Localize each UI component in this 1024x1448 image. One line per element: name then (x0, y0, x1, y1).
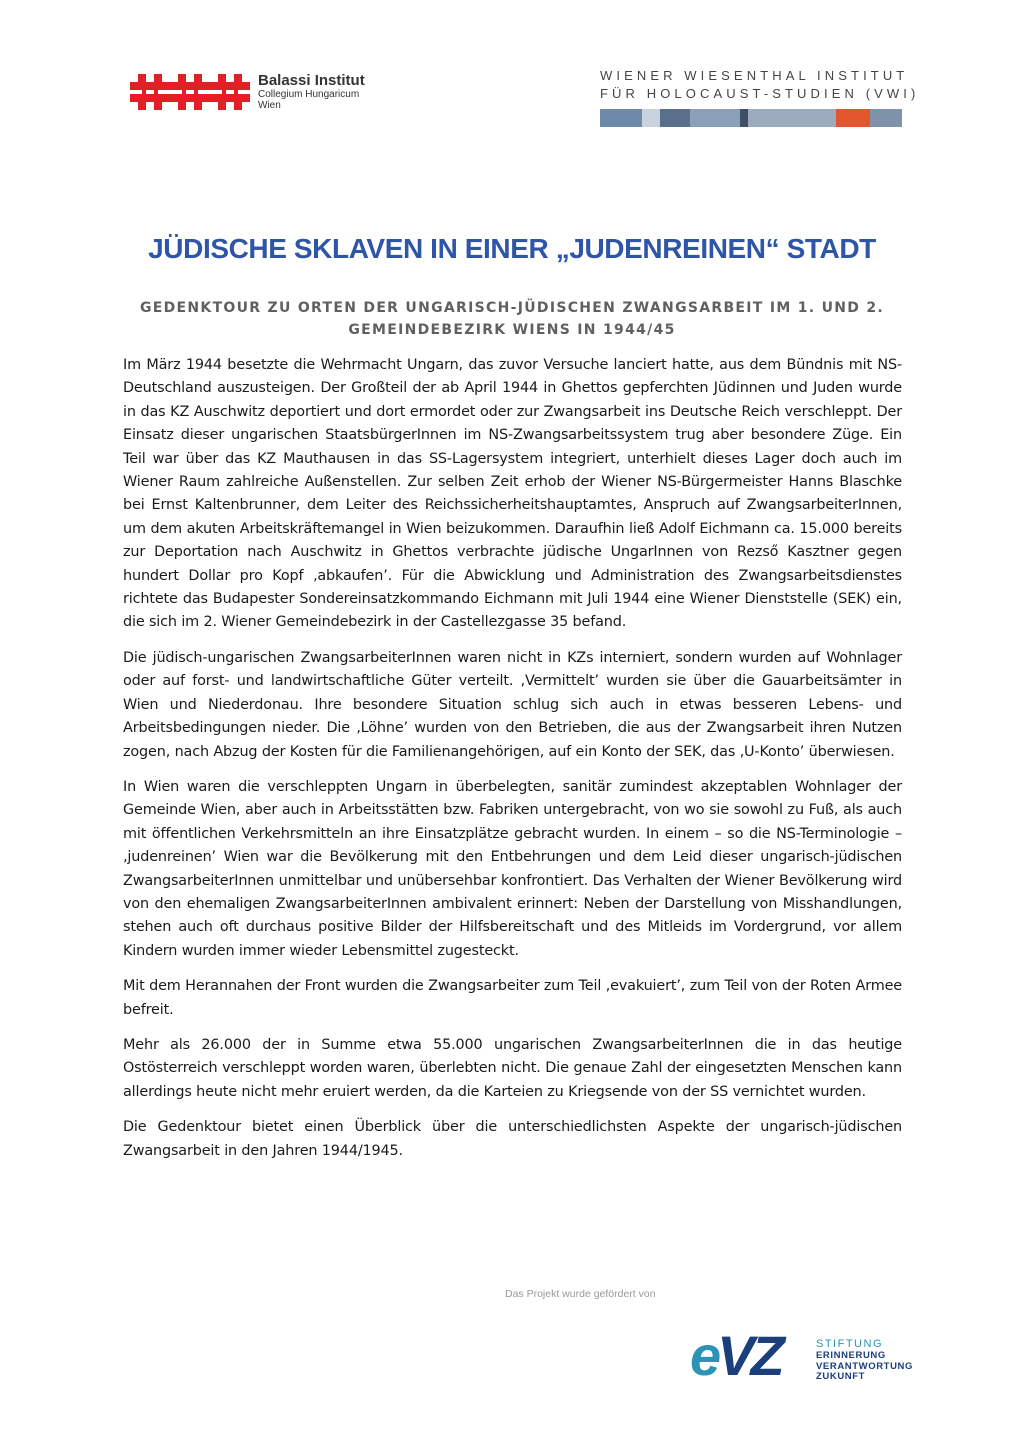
evz-wordmark (690, 1326, 781, 1386)
paragraph: Mit dem Herannahen der Front wurden die Zwangsarbeiter zum Teil ‚evakuiert’, zum Teil von der Roten Armee befreit. (123, 978, 902, 1018)
evz-logo (690, 1324, 913, 1387)
body-text (123, 354, 902, 1175)
vwi-bar-segment (600, 109, 642, 127)
evz-word-1: ERINNERUNG (816, 1350, 886, 1361)
paragraph: In Wien waren die verschleppten Ungarn in überbelegten, sanitär zumindest akzeptablen Wohnlager der Gemeinde Wien, aber auch in Arbeitsstätten bzw. Fabriken untergebracht, von wo sie sowohl zu Fuß, als auch mit öffentlichen Verkehrsmitteln an ihre Einsatzplätze gebracht wurden. In einem – so die NS-Terminologie – ‚judenreinen’ Wien war die Bevölkerung mit den Entbehrungen und dem Leid dieser ungarisch-jüdischen ZwangsarbeiterInnen unmittelbar und unübersehbar konfrontiert. Das Verhalten der Wiener Bevölkerung wird von den ehemaligen ZwangsarbeiterInnen ambivalent erinnert: Neben der Darstellung von Misshandlungen, stehen auch oft durchaus positive Bilder der Hilfsbereitschaft und des Mitleids im Vordergrund, vor allem Kindern wurden immer wieder Lebensmittel zugesteckt. (123, 778, 902, 959)
vwi-line-1: WIENER WIESENTHAL INSTITUT (600, 68, 909, 83)
evz-stiftung: STIFTUNG (816, 1338, 883, 1350)
balassi-city: Wien (258, 100, 281, 111)
evz-e: e (690, 1324, 718, 1387)
vwi-bar-segment (642, 109, 660, 127)
evz-vz: VZ (717, 1324, 781, 1387)
balassi-subtitle: Collegium Hungaricum (258, 89, 360, 100)
vwi-bar-segment (870, 109, 902, 127)
evz-word-3: ZUKUNFT (816, 1371, 866, 1382)
evz-word-2: VERANTWORTUNG (816, 1360, 913, 1372)
balassi-logo (130, 70, 390, 116)
vwi-bar-segment (748, 109, 836, 127)
page-subtitle: GEDENKTOUR ZU ORTEN DER UNGARISCH-JÜDISCHEN ZWANGSARBEIT IM 1. UND 2. GEMEINDEBEZIRK WIENS IN 1944/45 (139, 300, 885, 338)
paragraph: Die jüdisch-ungarischen ZwangsarbeiterInnen waren nicht in KZs interniert, sondern wurden auf Wohnlager oder auf forst- und landwirtschaftliche Güter verteilt. ‚Vermittelt’ wurden sie über die Gauarbeitsämter in Wien und Niederdonau. Ihre besondere Situation schlug sich auch in etwas besseren Lebens- und Arbeitsbedingungen nieder. Die ‚Löhne’ wurden von den Betrieben, die aus der Zwangsarbeit ihren Nutzen zogen, nach Abzug der Kosten für die Familienangehörigen, auf ein Konto der SEK, das ‚U-Konto’ überwiesen. (123, 649, 902, 760)
funding-note: Das Projekt wurde gefördert von (505, 1288, 656, 1300)
vwi-bar-segment (836, 109, 870, 127)
vwi-line-2: FÜR HOLOCAUST-STUDIEN (VWI) (600, 86, 920, 101)
vwi-bar-segment (690, 109, 740, 127)
paragraph: Mehr als 26.000 der in Summe etwa 55.000 ungarischen ZwangsarbeiterInnen die in das heutige Ostösterreich verschleppt worden waren, überlebten nicht. Die genaue Zahl der eingesetzten Menschen kann allerdings heute nicht mehr eruiert werden, da die Karteien zu Kriegsende von der SS vernichtet wurden. (123, 1036, 902, 1100)
paragraph: Im März 1944 besetzte die Wehrmacht Ungarn, das zuvor Versuche lanciert hatte, aus dem Bündnis mit NS-Deutschland auszusteigen. Der Großteil der ab April 1944 in Ghettos gepferchten Jüdinnen und Juden wurde in das KZ Auschwitz deportiert und dort ermordet oder zur Zwangsarbeit ins Deutsche Reich verschleppt. Der Einsatz dieser ungarischen StaatsbürgerInnen im NS-Zwangsarbeitssystem trug aber besondere Züge. Ein Teil war über das KZ Mauthausen in das SS-Lagersystem integriert, unterhielt dieses Lager doch auch im Wiener Raum zahlreiche Außenstellen. Zur selben Zeit erhob der Wiener NS-Bürgermeister Hanns Blaschke bei Ernst Kaltenbrunner, dem Leiter des Reichssicherheitshauptamtes, Anspruch auf ZwangsarbeiterInnen, um dem akuten Arbeitskräftemangel in Wien beizukommen. Daraufhin ließ Adolf Eichmann ca. 15.000 bereits zur Deportation nach Auschwitz in Ghettos verbrachte jüdische UngarInnen von Rezső Kasztner gegen hundert Dollar pro Kopf ‚abkaufen’. Für die Abwicklung und Administration des Zwangsarbeitsdienstes richtete das Budapester Sondereinsatzkommando Eichmann mit Juli 1944 eine Wiener Dienststelle (SEK) ein, die sich im 2. Wiener Gemeindebezirk in der Castellezgasse 35 befand. (123, 357, 902, 631)
page-title: JÜDISCHE SKLAVEN IN EINER „JUDENREINEN“ STADT (148, 233, 876, 264)
vwi-bar-segment (740, 109, 748, 127)
vwi-color-bar (600, 109, 902, 127)
vwi-bar-segment (660, 109, 690, 127)
paragraph: Die Gedenktour bietet einen Überblick über die unterschiedlichsten Aspekte der ungarisch-jüdischen Zwangsarbeit in den Jahren 1944/1945. (123, 1119, 902, 1159)
balassi-emblem-icon (130, 72, 250, 112)
vwi-logo (600, 67, 920, 127)
balassi-name: Balassi Institut (258, 72, 365, 89)
